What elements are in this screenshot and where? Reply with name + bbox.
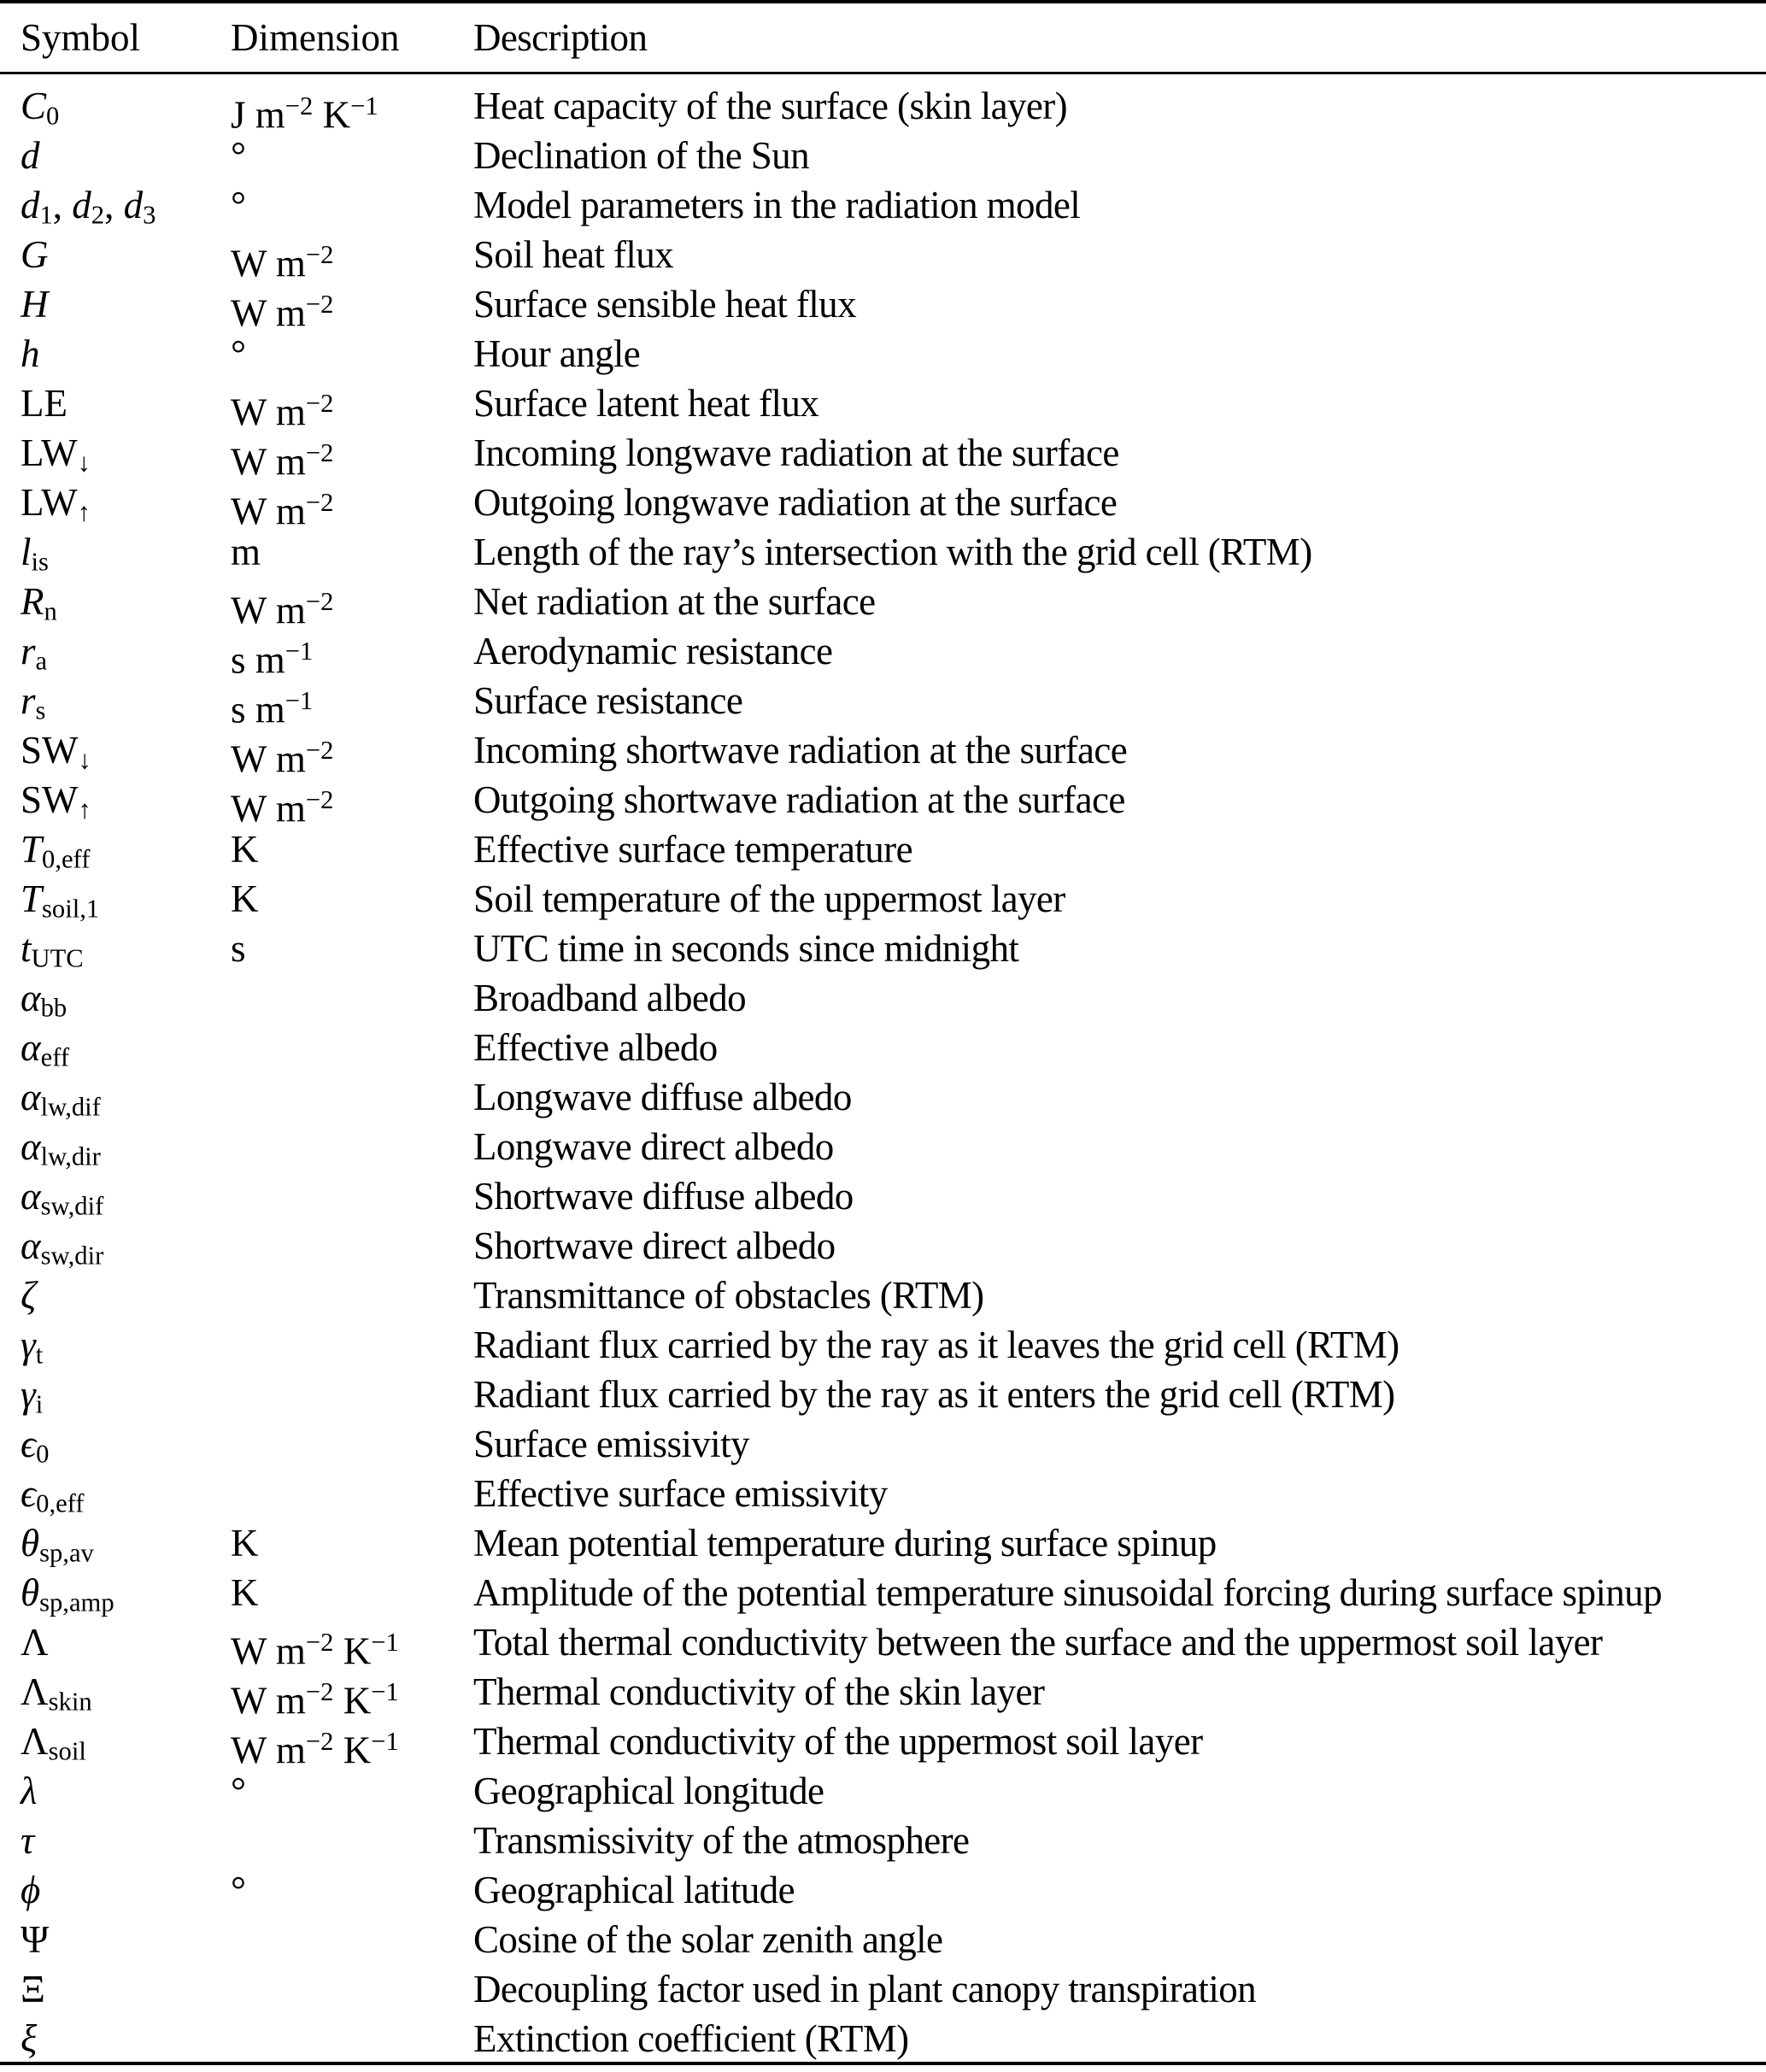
- table-row: [0, 676, 1766, 731]
- table-row: [0, 626, 1766, 682]
- table-row: [0, 1370, 1766, 1419]
- symbol-cell: $T_{0,eff}$: [21, 828, 91, 874]
- symbol-cell: $\epsilon_{0,eff}$: [21, 1472, 85, 1518]
- table-header-row: [0, 3, 1766, 59]
- symbol-cell: $R_n$: [21, 580, 57, 626]
- table-row: [0, 1072, 1766, 1122]
- dimension-cell: K: [231, 1571, 259, 1614]
- description-cell: Heat capacity of the surface (skin layer): [473, 85, 1068, 127]
- description-cell: Hour angle: [473, 332, 641, 375]
- table-row: [0, 973, 1766, 1023]
- dimension-cell: W $m^{-2}$: [231, 587, 334, 632]
- description-cell: Model parameters in the radiation model: [473, 184, 1081, 226]
- symbol-cell: $\alpha_{lw,dir}$: [21, 1125, 101, 1171]
- symbol-cell: Ξ: [21, 1968, 45, 2010]
- description-cell: Transmissivity of the atmosphere: [473, 1819, 970, 1862]
- symbol-cell: LE: [21, 382, 67, 425]
- description-cell: Decoupling factor used in plant canopy transpiration: [473, 1968, 1257, 2010]
- dimension-cell: W $m^{-2}$: [231, 240, 334, 285]
- dimension-cell: J $m^{-2}$ $K^{-1}$: [231, 91, 378, 137]
- symbol-cell: $l_{is}$: [21, 531, 49, 577]
- table-row: [0, 1320, 1766, 1370]
- description-cell: Transmittance of obstacles (RTM): [473, 1274, 984, 1317]
- dimension-cell: W $m^{-2}$: [231, 389, 334, 434]
- dimension-cell: °: [231, 134, 246, 177]
- description-cell: Length of the ray’s intersection with the grid cell (RTM): [473, 531, 1312, 573]
- dimension-cell: W $m^{-2}$ $K^{-1}$: [231, 1727, 399, 1772]
- dimension-cell: W $m^{-2}$ $K^{-1}$: [231, 1677, 399, 1723]
- table-row: [0, 1915, 1766, 1964]
- description-cell: Mean potential temperature during surface spinup: [473, 1522, 1217, 1564]
- symbol-cell: $\theta_{sp,amp}$: [21, 1571, 114, 1617]
- description-cell: Thermal conductivity of the uppermost soil layer: [473, 1720, 1203, 1763]
- symbol-cell: $SW_↑$: [21, 778, 91, 825]
- dimension-cell: W $m^{-2}$: [231, 290, 334, 335]
- dimension-cell: °: [231, 184, 246, 226]
- symbol-cell: $\alpha_{sw,dif}$: [21, 1175, 104, 1221]
- symbol-cell: $r_a$: [21, 630, 48, 676]
- symbol-cell: $t_{UTC}$: [21, 927, 84, 973]
- symbol-cell: $\alpha_{sw,dir}$: [21, 1224, 104, 1271]
- table-row: [0, 1171, 1766, 1221]
- table-row: [0, 428, 1766, 484]
- symbol-cell: $LW_↑$: [21, 481, 91, 527]
- description-cell: Geographical longitude: [473, 1770, 824, 1812]
- symbol-cell: $\alpha_{lw,dif}$: [21, 1076, 101, 1122]
- symbol-cell: λ: [21, 1770, 38, 1812]
- dimension-cell: [231, 1964, 473, 2014]
- description-cell: Shortwave direct albedo: [473, 1224, 836, 1267]
- column-header-dimension: Dimension: [231, 16, 400, 59]
- symbol-cell: $T_{soil,1}$: [21, 878, 100, 924]
- dimension-cell: °: [231, 1869, 246, 1911]
- table-row: [0, 924, 1766, 973]
- table-row: [0, 180, 1766, 230]
- table-row: [0, 825, 1766, 874]
- dimension-cell: W $m^{-2}$: [231, 736, 334, 781]
- symbol-cell: $C_0$: [21, 85, 60, 131]
- description-cell: Outgoing longwave radiation at the surface: [473, 481, 1118, 524]
- dimension-cell: [231, 1915, 473, 1964]
- description-cell: Radiant flux carried by the ray as it enters the grid cell (RTM): [473, 1373, 1395, 1416]
- symbol-cell: h: [21, 332, 40, 375]
- table-row: [0, 279, 1766, 335]
- description-cell: Total thermal conductivity between the surface and the uppermost soil layer: [473, 1621, 1603, 1664]
- dimension-cell: W $m^{-2}$: [231, 785, 334, 831]
- description-cell: Declination of the Sun: [473, 134, 809, 177]
- symbol-cell: $\Lambda_{soil}$: [21, 1720, 86, 1766]
- symbol-cell: $d_1$, $d_2$, $d_3$: [21, 184, 156, 230]
- symbol-cell: ζ: [21, 1274, 37, 1317]
- description-cell: Incoming longwave radiation at the surface: [473, 431, 1119, 474]
- table-row: [0, 1469, 1766, 1518]
- dimension-cell: s $m^{-1}$: [231, 637, 314, 682]
- dimension-cell: m: [231, 531, 261, 573]
- description-cell: Outgoing shortwave radiation at the surface: [473, 778, 1125, 821]
- symbol-cell: $\epsilon_0$: [21, 1423, 50, 1469]
- description-cell: Longwave diffuse albedo: [473, 1076, 852, 1118]
- table-row: [0, 1221, 1766, 1271]
- symbol-cell: G: [21, 233, 49, 276]
- symbol-cell: Λ: [21, 1621, 49, 1664]
- table-row: [0, 1568, 1766, 1617]
- dimension-cell: K: [231, 828, 259, 871]
- table-row: [0, 1023, 1766, 1072]
- description-cell: Longwave direct albedo: [473, 1125, 834, 1168]
- dimension-cell: K: [231, 878, 259, 920]
- table-row: [0, 1766, 1766, 1816]
- description-cell: Broadband albedo: [473, 977, 747, 1019]
- description-cell: Aerodynamic resistance: [473, 630, 833, 672]
- dimension-cell: [231, 2014, 473, 2063]
- table-header-rule: [0, 72, 1766, 74]
- symbol-cell: $LW_↓$: [21, 431, 91, 478]
- table-row: [0, 725, 1766, 781]
- table-row: [0, 1122, 1766, 1171]
- symbol-table-body: [0, 81, 1766, 2063]
- symbol-cell: ϕ: [21, 1869, 41, 1911]
- table-row: [0, 1816, 1766, 1865]
- description-cell: Net radiation at the surface: [473, 580, 876, 623]
- table-row: [0, 1964, 1766, 2014]
- description-cell: Soil heat flux: [473, 233, 674, 276]
- table-row: [0, 2014, 1766, 2063]
- table-row: [0, 874, 1766, 924]
- table-row: [0, 1667, 1766, 1723]
- description-cell: Effective surface emissivity: [473, 1472, 888, 1515]
- table-row: [0, 329, 1766, 379]
- description-cell: Extinction coefficient (RTM): [473, 2017, 909, 2060]
- dimension-cell: W $m^{-2}$: [231, 488, 334, 533]
- table-row: [0, 1865, 1766, 1915]
- description-cell: Shortwave diffuse albedo: [473, 1175, 854, 1218]
- description-cell: Surface sensible heat flux: [473, 283, 856, 326]
- table-row: [0, 379, 1766, 434]
- table-row: [0, 478, 1766, 533]
- description-cell: Effective surface temperature: [473, 828, 912, 871]
- description-cell: Effective albedo: [473, 1026, 718, 1069]
- table-row: [0, 527, 1766, 577]
- table-row: [0, 1518, 1766, 1568]
- description-cell: Radiant flux carried by the ray as it leaves the grid cell (RTM): [473, 1324, 1399, 1366]
- description-cell: Cosine of the solar zenith angle: [473, 1918, 943, 1961]
- column-header-symbol: Symbol: [21, 16, 141, 59]
- description-cell: Incoming shortwave radiation at the surface: [473, 729, 1128, 772]
- table-row: [0, 131, 1766, 180]
- dimension-cell: [231, 1271, 473, 1320]
- dimension-cell: K: [231, 1522, 259, 1564]
- description-cell: Surface latent heat flux: [473, 382, 819, 425]
- column-header-description: Description: [473, 16, 648, 59]
- symbol-cell: $SW_↓$: [21, 729, 91, 775]
- table-row: [0, 1419, 1766, 1469]
- dimension-cell: °: [231, 332, 246, 375]
- table-row: [0, 1617, 1766, 1673]
- table-row: [0, 775, 1766, 831]
- symbol-cell: τ: [21, 1819, 35, 1862]
- description-cell: Surface resistance: [473, 679, 743, 722]
- description-cell: UTC time in seconds since midnight: [473, 927, 1019, 970]
- symbol-cell: Ψ: [21, 1918, 50, 1961]
- table-row: [0, 1717, 1766, 1772]
- symbol-cell: $\alpha_{eff}$: [21, 1026, 70, 1072]
- dimension-cell: [231, 1816, 473, 1865]
- table-row: [0, 81, 1766, 137]
- symbol-cell: $\gamma_i$: [21, 1373, 44, 1419]
- table-row: [0, 1271, 1766, 1320]
- symbol-cell: $r_s$: [21, 679, 46, 725]
- description-cell: Thermal conductivity of the skin layer: [473, 1670, 1045, 1713]
- dimension-cell: s $m^{-1}$: [231, 686, 314, 731]
- dimension-cell: W $m^{-2}$ $K^{-1}$: [231, 1628, 399, 1673]
- table-bottom-rule: [0, 2062, 1766, 2065]
- description-cell: Surface emissivity: [473, 1423, 749, 1465]
- description-cell: Geographical latitude: [473, 1869, 795, 1911]
- symbol-cell: $\theta_{sp,av}$: [21, 1522, 94, 1568]
- symbol-cell: H: [21, 283, 49, 326]
- dimension-cell: °: [231, 1770, 246, 1812]
- dimension-cell: s: [231, 927, 246, 970]
- table-row: [0, 230, 1766, 285]
- symbol-cell: d: [21, 134, 40, 177]
- table-row: [0, 577, 1766, 632]
- description-cell: Amplitude of the potential temperature sinusoidal forcing during surface spinup: [473, 1571, 1662, 1614]
- symbol-cell: $\Lambda_{skin}$: [21, 1670, 92, 1717]
- description-cell: Soil temperature of the uppermost layer: [473, 878, 1065, 920]
- symbol-cell: $\alpha_{bb}$: [21, 977, 67, 1023]
- symbol-cell: ξ: [21, 2017, 38, 2060]
- symbol-cell: $\gamma_t$: [21, 1324, 44, 1370]
- dimension-cell: W $m^{-2}$: [231, 438, 334, 484]
